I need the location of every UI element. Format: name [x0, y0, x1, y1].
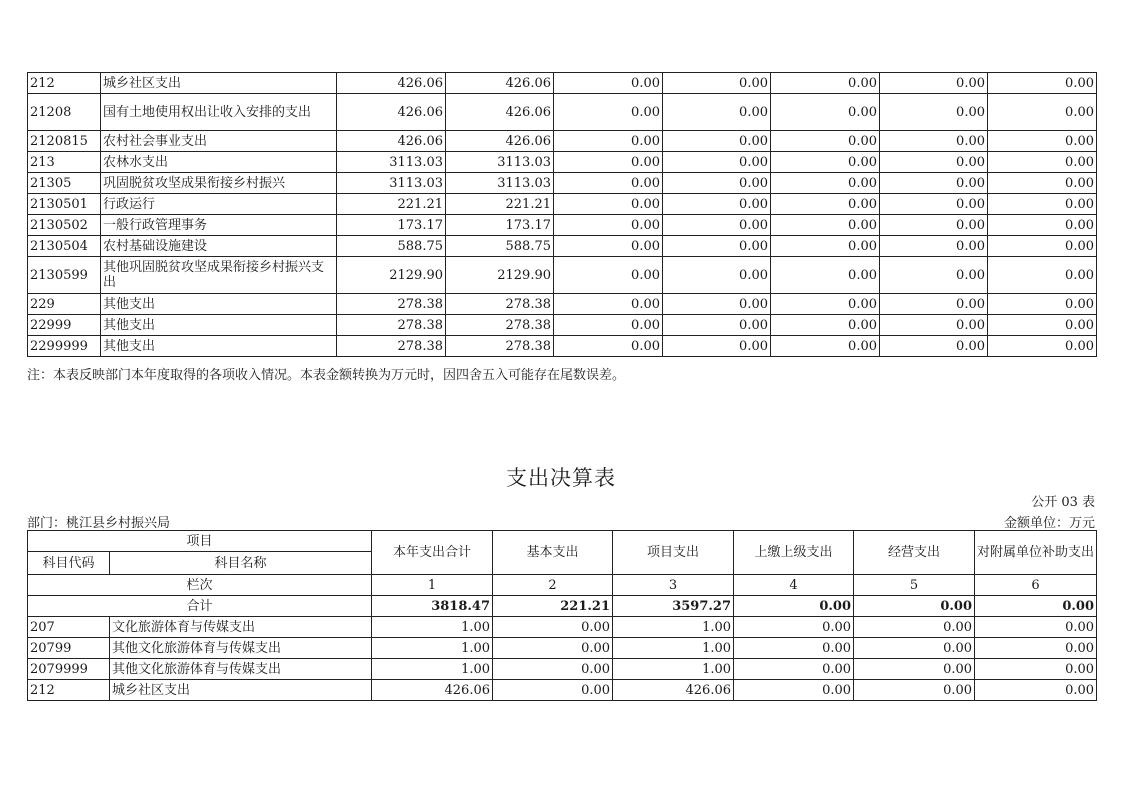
- header-row-1: [28, 531, 1097, 552]
- amount-cell: 426.06: [446, 131, 554, 152]
- subject-code: 2079999: [28, 659, 110, 680]
- amount-cell: 0.00: [988, 336, 1097, 357]
- amount-cell: 0.00: [988, 73, 1097, 94]
- amount-cell: 0.00: [880, 236, 988, 257]
- header-col-6: 对附属单位补助支出: [975, 531, 1097, 575]
- table-row: [28, 215, 1097, 236]
- amount-cell: 0.00: [554, 257, 663, 294]
- amount-cell: 0.00: [880, 131, 988, 152]
- subject-name: 农村社会事业支出: [101, 131, 337, 152]
- amount-cell: 0.00: [663, 152, 771, 173]
- header-col-2: 基本支出: [493, 531, 613, 575]
- amount-cell: 0.00: [734, 680, 854, 701]
- amount-cell: 0.00: [771, 315, 880, 336]
- subject-name: 行政运行: [101, 194, 337, 215]
- amount-cell: 278.38: [337, 336, 446, 357]
- header-col-4: 上缴上级支出: [734, 531, 854, 575]
- table-note: 注：本表反映部门本年度取得的各项收入情况。本表金额转换为万元时，因四舍五入可能存在尾数误差。: [27, 368, 626, 383]
- amount-cell: 0.00: [554, 236, 663, 257]
- amount-cell: 0.00: [734, 638, 854, 659]
- amount-cell: 278.38: [446, 315, 554, 336]
- subject-code: 212: [28, 680, 110, 701]
- amount-cell: 0.00: [493, 617, 613, 638]
- table-row: [28, 236, 1097, 257]
- subject-code: 207: [28, 617, 110, 638]
- income-table-continued: [27, 72, 1097, 357]
- amount-cell: 0.00: [663, 194, 771, 215]
- subject-code: 2130502: [28, 215, 101, 236]
- amount-cell: 0.00: [880, 257, 988, 294]
- total-value: 3818.47: [372, 596, 493, 617]
- amount-cell: 1.00: [372, 638, 493, 659]
- amount-cell: 0.00: [663, 257, 771, 294]
- amount-cell: 0.00: [771, 215, 880, 236]
- total-value: 0.00: [734, 596, 854, 617]
- amount-cell: 0.00: [554, 194, 663, 215]
- amount-cell: 221.21: [337, 194, 446, 215]
- table-row: [28, 94, 1097, 131]
- amount-cell: 0.00: [988, 236, 1097, 257]
- amount-cell: 173.17: [337, 215, 446, 236]
- subject-name: 其他支出: [101, 294, 337, 315]
- amount-cell: 0.00: [734, 659, 854, 680]
- amount-cell: 588.75: [446, 236, 554, 257]
- amount-cell: 426.06: [337, 94, 446, 131]
- subject-code: 2130504: [28, 236, 101, 257]
- column-index: 6: [975, 575, 1097, 596]
- column-index-label: 栏次: [28, 575, 372, 596]
- subject-code: 2299999: [28, 336, 101, 357]
- subject-code: 20799: [28, 638, 110, 659]
- table-row: [28, 152, 1097, 173]
- subject-name: 其他文化旅游体育与传媒支出: [110, 659, 372, 680]
- amount-cell: 0.00: [988, 94, 1097, 131]
- amount-cell: 0.00: [988, 194, 1097, 215]
- amount-cell: 278.38: [446, 336, 554, 357]
- amount-cell: 0.00: [663, 215, 771, 236]
- amount-cell: 0.00: [663, 173, 771, 194]
- table-row: [28, 638, 1097, 659]
- amount-cell: 278.38: [337, 315, 446, 336]
- amount-cell: 0.00: [554, 73, 663, 94]
- amount-cell: 426.06: [337, 73, 446, 94]
- header-col-3: 项目支出: [613, 531, 734, 575]
- subject-code: 2130501: [28, 194, 101, 215]
- total-label: 合计: [28, 596, 372, 617]
- amount-cell: 0.00: [493, 638, 613, 659]
- subject-code: 2120815: [28, 131, 101, 152]
- amount-cell: 0.00: [880, 215, 988, 236]
- amount-cell: 3113.03: [337, 173, 446, 194]
- subject-code: 213: [28, 152, 101, 173]
- expenditure-table: [27, 530, 1097, 701]
- amount-cell: 0.00: [771, 236, 880, 257]
- table-row: [28, 315, 1097, 336]
- column-index: 4: [734, 575, 854, 596]
- subject-code: 2130599: [28, 257, 101, 294]
- amount-cell: 0.00: [880, 336, 988, 357]
- subject-name: 国有土地使用权出让收入安排的支出: [101, 94, 337, 131]
- amount-cell: 0.00: [988, 257, 1097, 294]
- amount-cell: 0.00: [854, 638, 975, 659]
- amount-cell: 0.00: [771, 257, 880, 294]
- amount-cell: 0.00: [975, 659, 1097, 680]
- amount-unit-label: 金额单位：万元: [1003, 516, 1095, 531]
- table-row: [28, 294, 1097, 315]
- column-index-row: [28, 575, 1097, 596]
- subject-name: 农林水支出: [101, 152, 337, 173]
- subject-code: 22999: [28, 315, 101, 336]
- subject-name: 城乡社区支出: [110, 680, 372, 701]
- amount-cell: 0.00: [663, 236, 771, 257]
- subject-name: 城乡社区支出: [101, 73, 337, 94]
- amount-cell: 0.00: [663, 315, 771, 336]
- header-col-5: 经营支出: [854, 531, 975, 575]
- amount-cell: 0.00: [854, 617, 975, 638]
- column-index: 1: [372, 575, 493, 596]
- amount-cell: 0.00: [880, 173, 988, 194]
- amount-cell: 0.00: [988, 131, 1097, 152]
- amount-cell: 0.00: [880, 94, 988, 131]
- amount-cell: 0.00: [663, 336, 771, 357]
- amount-cell: 0.00: [663, 294, 771, 315]
- header-item: 项目: [28, 531, 372, 552]
- amount-cell: 0.00: [554, 173, 663, 194]
- column-index: 5: [854, 575, 975, 596]
- amount-cell: 0.00: [493, 659, 613, 680]
- amount-cell: 426.06: [372, 680, 493, 701]
- amount-cell: 0.00: [493, 680, 613, 701]
- amount-cell: 0.00: [771, 336, 880, 357]
- table-row: [28, 194, 1097, 215]
- subject-name: 其他支出: [101, 336, 337, 357]
- amount-cell: 278.38: [337, 294, 446, 315]
- header-name: 科目名称: [110, 552, 372, 575]
- amount-cell: 0.00: [554, 336, 663, 357]
- amount-cell: 0.00: [663, 73, 771, 94]
- amount-cell: 3113.03: [446, 173, 554, 194]
- amount-cell: 0.00: [554, 131, 663, 152]
- amount-cell: 0.00: [734, 617, 854, 638]
- department-label: 部门：桃江县乡村振兴局: [27, 516, 171, 531]
- subject-name: 文化旅游体育与传媒支出: [110, 617, 372, 638]
- table-row: [28, 617, 1097, 638]
- amount-cell: 2129.90: [446, 257, 554, 294]
- amount-cell: 426.06: [446, 94, 554, 131]
- amount-cell: 0.00: [880, 294, 988, 315]
- amount-cell: 0.00: [663, 94, 771, 131]
- amount-cell: 0.00: [880, 315, 988, 336]
- amount-cell: 426.06: [446, 73, 554, 94]
- form-number: 公开 03 表: [1031, 495, 1095, 510]
- amount-cell: 0.00: [771, 94, 880, 131]
- table-row: [28, 680, 1097, 701]
- subject-code: 21208: [28, 94, 101, 131]
- amount-cell: 0.00: [771, 194, 880, 215]
- subject-name: 其他文化旅游体育与传媒支出: [110, 638, 372, 659]
- subject-name: 一般行政管理事务: [101, 215, 337, 236]
- table-row: [28, 73, 1097, 94]
- amount-cell: 0.00: [554, 215, 663, 236]
- amount-cell: 2129.90: [337, 257, 446, 294]
- subject-code: 21305: [28, 173, 101, 194]
- amount-cell: 0.00: [771, 131, 880, 152]
- amount-cell: 0.00: [975, 680, 1097, 701]
- total-value: 221.21: [493, 596, 613, 617]
- amount-cell: 1.00: [613, 659, 734, 680]
- amount-cell: 1.00: [372, 617, 493, 638]
- amount-cell: 0.00: [880, 73, 988, 94]
- total-value: 3597.27: [613, 596, 734, 617]
- amount-cell: 3113.03: [446, 152, 554, 173]
- table-row: [28, 257, 1097, 294]
- amount-cell: 0.00: [554, 94, 663, 131]
- amount-cell: 588.75: [337, 236, 446, 257]
- subject-code: 212: [28, 73, 101, 94]
- amount-cell: 0.00: [880, 194, 988, 215]
- amount-cell: 278.38: [446, 294, 554, 315]
- subject-name: 农村基础设施建设: [101, 236, 337, 257]
- amount-cell: 0.00: [554, 152, 663, 173]
- amount-cell: 0.00: [975, 638, 1097, 659]
- amount-cell: 0.00: [854, 680, 975, 701]
- amount-cell: 0.00: [771, 73, 880, 94]
- amount-cell: 0.00: [988, 294, 1097, 315]
- amount-cell: 0.00: [854, 659, 975, 680]
- header-col-1: 本年支出合计: [372, 531, 493, 575]
- subject-code: 229: [28, 294, 101, 315]
- amount-cell: 426.06: [613, 680, 734, 701]
- header-code: 科目代码: [28, 552, 110, 575]
- amount-cell: 0.00: [663, 131, 771, 152]
- amount-cell: 0.00: [554, 294, 663, 315]
- amount-cell: 0.00: [771, 152, 880, 173]
- table-row: [28, 336, 1097, 357]
- amount-cell: 1.00: [613, 617, 734, 638]
- amount-cell: 173.17: [446, 215, 554, 236]
- table-row: [28, 131, 1097, 152]
- amount-cell: 0.00: [880, 152, 988, 173]
- amount-cell: 0.00: [771, 173, 880, 194]
- amount-cell: 3113.03: [337, 152, 446, 173]
- amount-cell: 0.00: [988, 315, 1097, 336]
- subject-name: 其他支出: [101, 315, 337, 336]
- subject-name: 其他巩固脱贫攻坚成果衔接乡村振兴支出: [101, 257, 337, 294]
- table-row: [28, 659, 1097, 680]
- amount-cell: 1.00: [372, 659, 493, 680]
- table-row: [28, 173, 1097, 194]
- amount-cell: 426.06: [337, 131, 446, 152]
- amount-cell: 0.00: [554, 315, 663, 336]
- total-row: [28, 596, 1097, 617]
- amount-cell: 0.00: [771, 294, 880, 315]
- amount-cell: 0.00: [988, 215, 1097, 236]
- total-value: 0.00: [975, 596, 1097, 617]
- column-index: 2: [493, 575, 613, 596]
- total-value: 0.00: [854, 596, 975, 617]
- amount-cell: 221.21: [446, 194, 554, 215]
- amount-cell: 1.00: [613, 638, 734, 659]
- amount-cell: 0.00: [975, 617, 1097, 638]
- amount-cell: 0.00: [988, 173, 1097, 194]
- page-title: 支出决算表: [506, 466, 616, 490]
- amount-cell: 0.00: [988, 152, 1097, 173]
- column-index: 3: [613, 575, 734, 596]
- subject-name: 巩固脱贫攻坚成果衔接乡村振兴: [101, 173, 337, 194]
